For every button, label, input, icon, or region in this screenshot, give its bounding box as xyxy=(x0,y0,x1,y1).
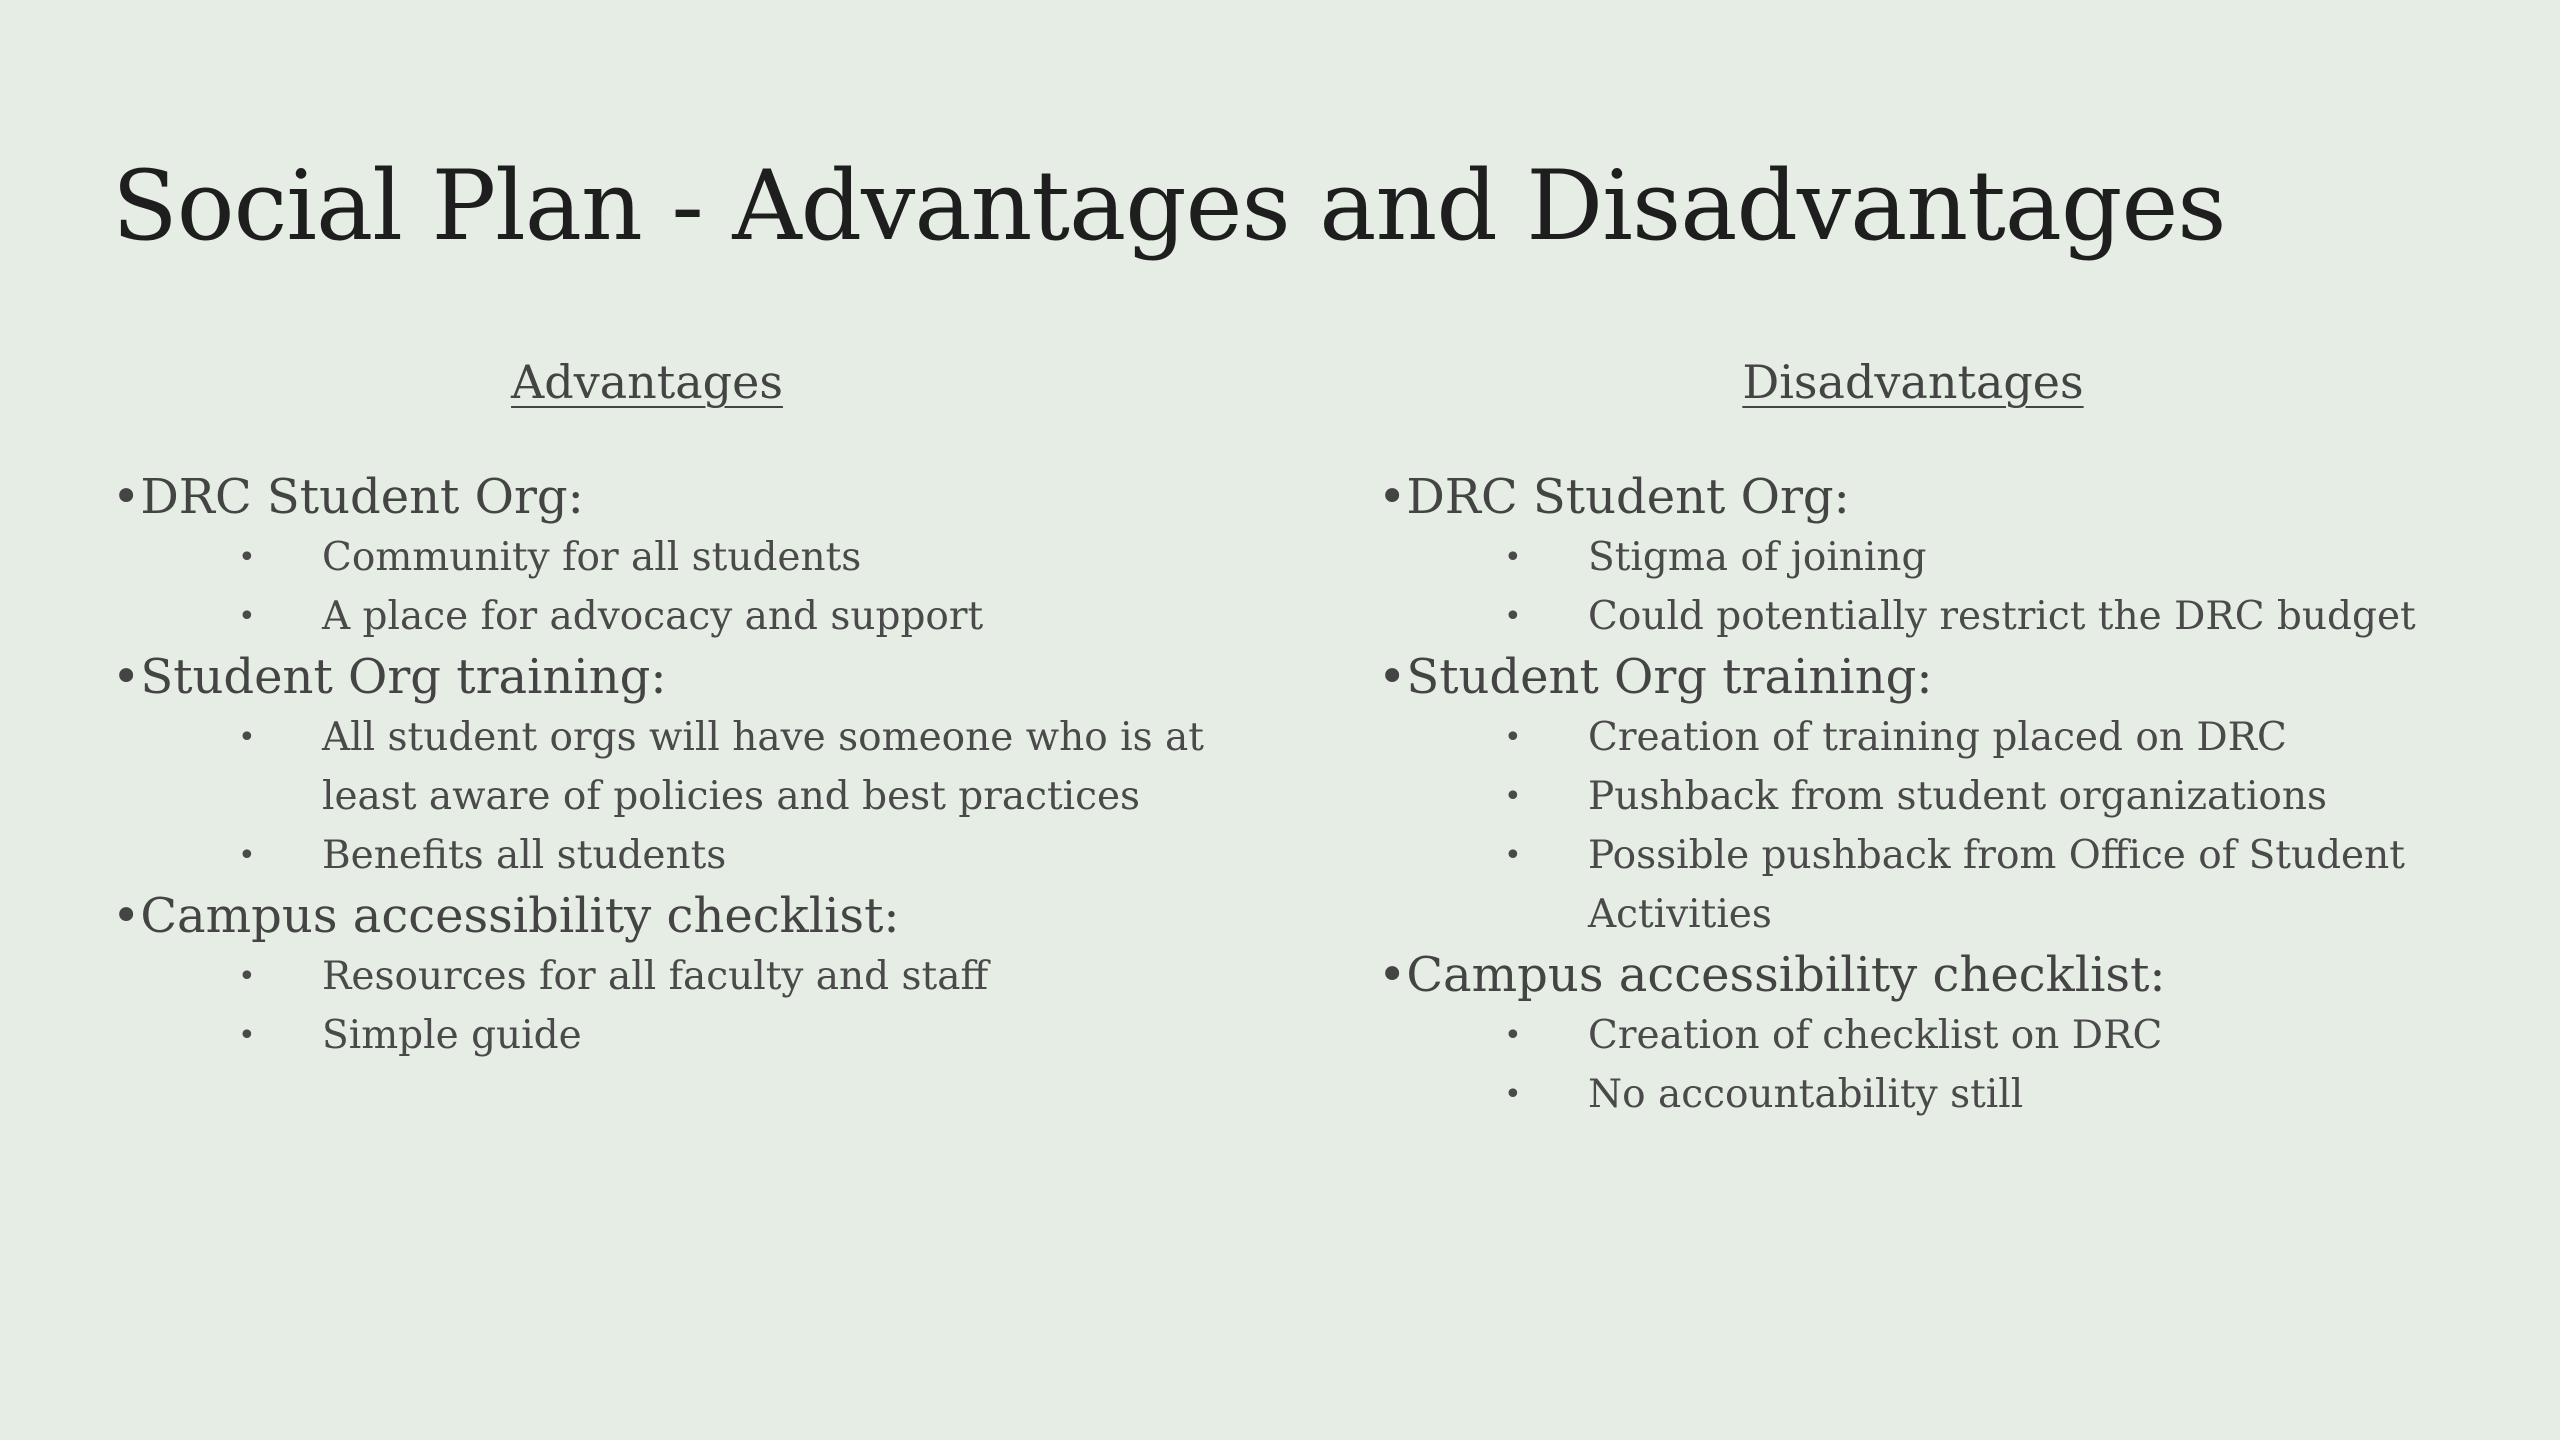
list-item xyxy=(112,826,1262,885)
bullet-icon: • xyxy=(1504,540,1522,575)
list-item-text: Benefits all students xyxy=(322,833,727,878)
list-item xyxy=(112,587,1262,646)
advantages-section-campus-checklist xyxy=(112,885,1292,1065)
list-item-text: Simple guide xyxy=(322,1013,582,1058)
list-item-text: All student orgs will have someone who is at least aware of policies and best practices xyxy=(322,715,1204,819)
disadvantages-section-drc-student-org xyxy=(1378,466,2558,646)
list-item-text: Creation of checklist on DRC xyxy=(1588,1013,2163,1058)
list-item-text: No accountability still xyxy=(1588,1072,2024,1117)
list-item xyxy=(1378,1065,2548,1124)
bullet-icon: • xyxy=(1504,1077,1522,1112)
list-item xyxy=(1378,708,2548,767)
slide-title: Social Plan - Advantages and Disadvantages xyxy=(112,150,2226,262)
section-label: •Student Org training: xyxy=(112,649,667,705)
section-label: •Campus accessibility checklist: xyxy=(1378,947,2166,1003)
section-label: •DRC Student Org: xyxy=(1378,469,1850,525)
list-item xyxy=(112,947,1262,1006)
disadvantages-section-student-org-training xyxy=(1378,646,2558,944)
list-item xyxy=(1378,1006,2548,1065)
section-label: •Campus accessibility checklist: xyxy=(112,888,900,944)
bullet-icon: • xyxy=(1504,1018,1522,1053)
list-item-text: Resources for all faculty and staff xyxy=(322,954,989,999)
advantages-section-drc-student-org xyxy=(112,466,1292,646)
list-item xyxy=(112,1006,1262,1065)
list-item xyxy=(1378,587,2548,646)
bullet-list xyxy=(1378,1006,2558,1124)
list-item-text: Stigma of joining xyxy=(1588,535,1927,580)
bullet-list xyxy=(112,528,1292,646)
bullet-icon: • xyxy=(238,838,256,873)
disadvantages-heading: Disadvantages xyxy=(1742,355,2084,409)
bullet-list xyxy=(1378,528,2558,646)
list-item-text: Creation of training placed on DRC xyxy=(1588,715,2287,760)
list-item-text: Could potentially restrict the DRC budget xyxy=(1588,594,2416,639)
bullet-icon: • xyxy=(238,540,256,575)
bullet-icon: • xyxy=(238,959,256,994)
advantages-section-student-org-training xyxy=(112,646,1292,885)
bullet-list xyxy=(1378,708,2558,944)
bullet-icon: • xyxy=(1504,779,1522,814)
advantages-heading: Advantages xyxy=(511,355,783,409)
list-item xyxy=(1378,767,2548,826)
disadvantages-section-campus-checklist xyxy=(1378,944,2558,1124)
list-item xyxy=(112,528,1262,587)
list-item-text: A place for advocacy and support xyxy=(322,594,984,639)
bullet-icon: • xyxy=(238,1018,256,1053)
list-item xyxy=(112,708,1262,826)
bullet-icon: • xyxy=(238,599,256,634)
bullet-list xyxy=(112,947,1292,1065)
bullet-icon: • xyxy=(238,720,256,755)
bullet-icon: • xyxy=(1504,720,1522,755)
list-item xyxy=(1378,528,2548,587)
bullet-list xyxy=(112,708,1292,885)
list-item-text: Possible pushback from Office of Student Activities xyxy=(1588,833,2405,937)
advantages-column xyxy=(112,352,1292,1065)
list-item-text: Pushback from student organizations xyxy=(1588,774,2328,819)
list-item-text: Community for all students xyxy=(322,535,862,580)
section-label: •DRC Student Org: xyxy=(112,469,584,525)
list-item xyxy=(1378,826,2548,944)
disadvantages-column xyxy=(1378,352,2558,1124)
bullet-icon: • xyxy=(1504,599,1522,634)
section-label: •Student Org training: xyxy=(1378,649,1933,705)
bullet-icon: • xyxy=(1504,838,1522,873)
